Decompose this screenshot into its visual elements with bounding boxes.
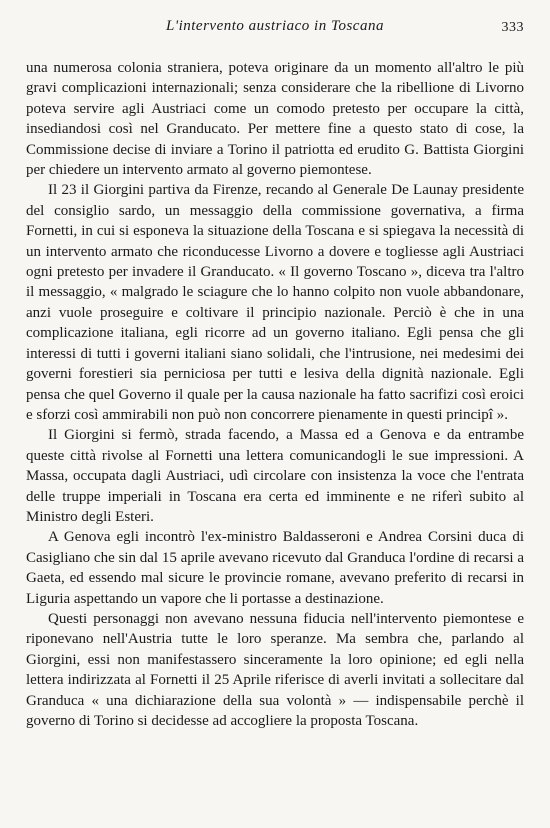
paragraph: Il Giorgini si fermò, strada facendo, a Massa ed a Genova e da entrambe queste città rivolse al Fornetti una lettera comunicandogli le sue impressioni. A Massa, occupata dagli Austriaci, udì circolare con insistenza la voce che l'entrata delle truppe imperiali in Toscana era certa ed imminente e ne riferì subito al Ministro degli Esteri.: [26, 427, 524, 525]
running-header: [26, 14, 524, 40]
body-text: [26, 58, 524, 731]
paragraph: Questi personaggi non avevano nessuna fiducia nell'intervento piemontese e riponevano nell'Austria tutte le loro speranze. Ma sembra che, parlando al Giorgini, essi non manifestassero sinceramente la loro opinione; ed egli nella lettera indirizzata al Fornetti il 25 Aprile riferisce di averli invitati a sollecitare dal Granduca « una dichiarazione della sua volontà » — indispensabile perchè il governo di Torino si decidesse ad accogliere la proposta Toscana.: [26, 610, 524, 729]
paragraph: Il 23 il Giorgini partiva da Firenze, recando al Generale De Launay presidente del consiglio sardo, un messaggio della commissione governativa, a firma Fornetti, in cui si esponeva la situazione della Toscana e si spiegava la necessità di un intervento armato che riconducesse Livorno a dovere e togliesse agli Austriaci ogni pretesto per invadere il Granducato. « Il governo Toscano », diceva tra l'altro il messaggio, « malgrado le sciagure che lo hanno colpito non vuole abbandonare, anzi vuole proseguire e coltivare il principio nazionale. Perciò è che in una complicazione italiana, egli ricorre ad un governo italiano. Egli pensa che gli interessi di tutti i governi italiani siano solidali, che l'intrusione, nei medesimi dei governi forestieri sia perniciosa per tutti e lesiva della dignità nazionale. Egli pensa che quel Governo il quale per la causa nazionale ha fatto sacrifizi così eroici e sforzi così ammirabili non può non concorrere pienamente in questi principî ».: [26, 182, 524, 423]
page-number: 333: [501, 20, 524, 35]
paragraph-continuation: una numerosa colonia straniera, poteva originare da un momento all'altro le più gravi complicazioni internazionali; senza considerare che la ribellione di Livorno poteva servire agli Austriaci come un comodo pretesto per occupare la città, insediandosi così nel Granducato. Per mettere fine a questo stato di cose, la Commissione decise di inviare a Torino il patriotta ed erudito G. Battista Giorgini per chiedere un intervento armato al governo piemontese.: [26, 60, 524, 179]
paragraph: A Genova egli incontrò l'ex-ministro Baldasseroni e Andrea Corsini duca di Casigliano che sin dal 15 aprile avevano ricevuto dal Granduca l'ordine di recarsi a Gaeta, ed essendo mal sicure le provincie romane, avevano preferito di recarsi in Liguria aspettando un vapore che li portasse a destinazione.: [26, 529, 524, 607]
running-title: L'intervento austriaco in Toscana: [166, 18, 384, 34]
